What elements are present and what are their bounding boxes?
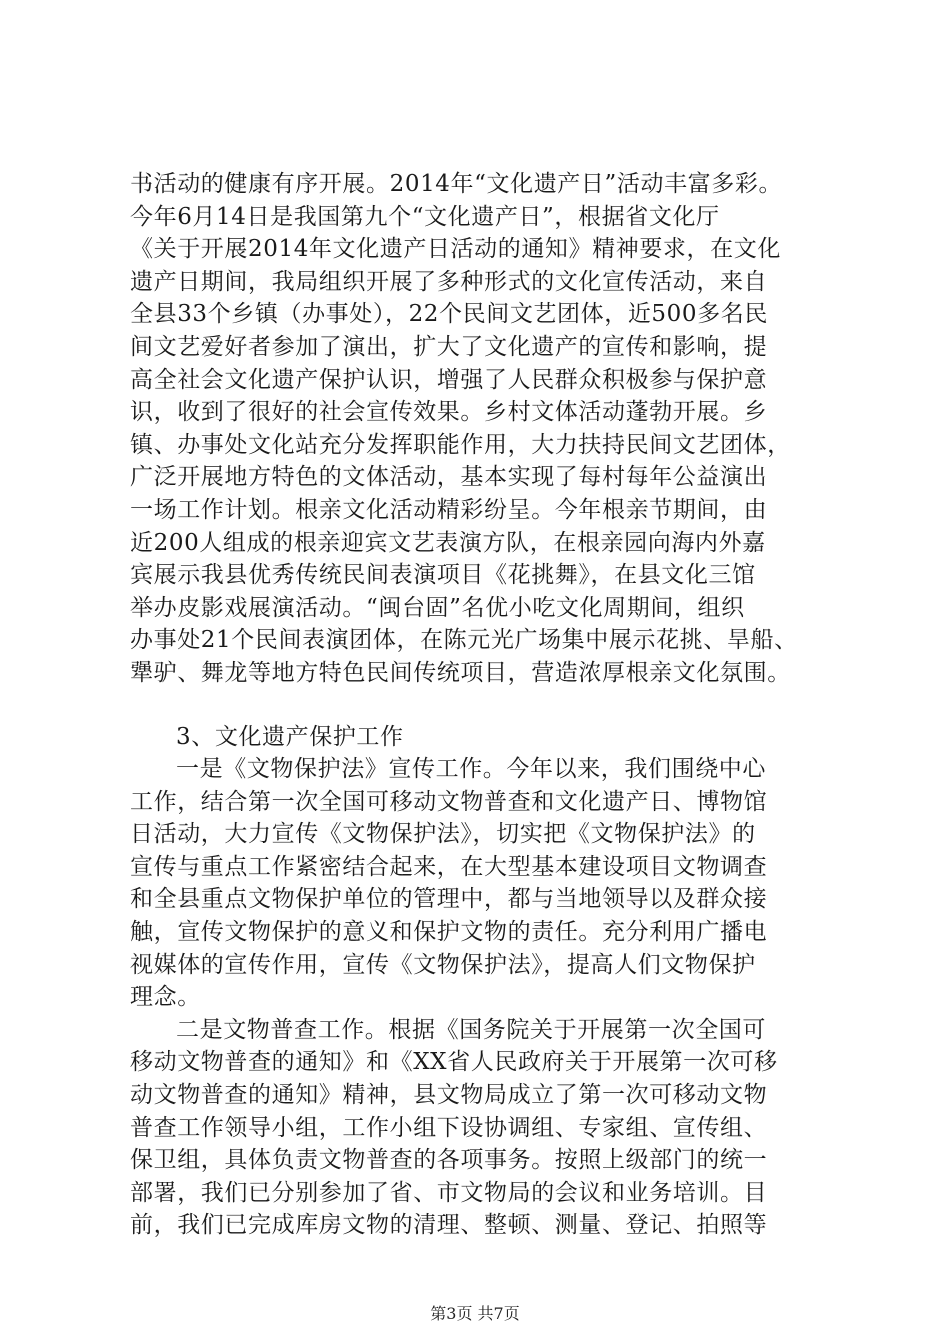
text-line: 间文艺爱好者参加了演出，扩大了文化遗产的宣传和影响，提 — [130, 333, 768, 360]
text-line: 普查工作领导小组，工作小组下设协调组、专家组、宣传组、 — [130, 1114, 768, 1141]
text-line: 部署，我们已分别参加了省、市文物局的会议和业务培训。目 — [130, 1179, 768, 1206]
document-body — [130, 168, 840, 1242]
text-line: 近200人组成的根亲迎宾文艺表演方队，在根亲园向海内外嘉 — [130, 529, 766, 556]
section-heading: 3、文化遗产保护工作 — [176, 723, 404, 750]
text-line: 宾展示我县优秀传统民间表演项目《花挑舞》，在县文化三馆 — [130, 562, 756, 589]
text-line: 遗产日期间，我局组织开展了多种形式的文化宣传活动，来自 — [130, 268, 768, 295]
text-line: 广泛开展地方特色的文体活动，基本实现了每村每年公益演出 — [130, 464, 768, 491]
text-line: 今年6月14日是我国第九个“文化遗产日”，根据省文化厅 — [130, 203, 720, 230]
text-line: 举办皮影戏展演活动。“闽台固”名优小吃文化周期间，组织 — [130, 594, 745, 621]
text-line: 全县33个乡镇（办事处），22个民间文艺团体，近500多名民 — [130, 301, 768, 328]
text-line: 二是文物普查工作。根据《国务院关于开展第一次全国可 — [176, 1016, 766, 1043]
text-line: 保卫组，具体负责文物普查的各项事务。按照上级部门的统一 — [130, 1147, 768, 1174]
paragraph-cultural-activities — [130, 168, 840, 690]
text-line: 办事处21个民间表演团体，在陈元光广场集中展示花挑、旱船、 — [130, 627, 798, 654]
paragraph-relic-survey — [130, 1014, 840, 1242]
paragraph-law-publicity — [130, 753, 840, 1014]
text-line: 视媒体的宣传作用，宣传《文物保护法》，提高人们文物保护 — [130, 951, 756, 978]
text-line: 理念。 — [130, 984, 201, 1011]
text-line: 工作，结合第一次全国可移动文物普查和文化遗产日、博物馆 — [130, 788, 768, 815]
text-line: 高全社会文化遗产保护认识，增强了人民群众积极参与保护意 — [130, 366, 768, 393]
text-line: 和全县重点文物保护单位的管理中，都与当地领导以及群众接 — [130, 886, 768, 913]
text-line: 镇、办事处文化站充分发挥职能作用，大力扶持民间文艺团体， — [130, 431, 791, 458]
text-line: 一场工作计划。根亲文化活动精彩纷呈。今年根亲节期间，由 — [130, 496, 768, 523]
text-line: 《关于开展2014年文化遗产日活动的通知》精神要求，在文化 — [130, 236, 781, 263]
text-line: 宣传与重点工作紧密结合起来，在大型基本建设项目文物调查 — [130, 853, 768, 880]
text-line: 触，宣传文物保护的意义和保护文物的责任。充分利用广播电 — [130, 919, 768, 946]
page-number-footer: 第3页 共7页 — [430, 1304, 520, 1323]
text-line: 前，我们已完成库房文物的清理、整顿、测量、登记、拍照等 — [130, 1212, 768, 1239]
text-line: 移动文物普查的通知》和《XX省人民政府关于开展第一次可移 — [130, 1049, 778, 1076]
text-line: 动文物普查的通知》精神，县文物局成立了第一次可移动文物 — [130, 1082, 768, 1109]
paragraph-spacer — [130, 690, 840, 721]
text-line: 书活动的健康有序开展。2014年“文化遗产日”活动丰富多彩。 — [130, 171, 783, 197]
text-line: 犟驴、舞龙等地方特色民间传统项目，营造浓厚根亲文化氛围。 — [130, 659, 791, 686]
text-line: 日活动，大力宣传《文物保护法》，切实把《文物保护法》的 — [130, 821, 756, 848]
text-line: 识，收到了很好的社会宣传效果。乡村文体活动蓬勃开展。乡 — [130, 399, 768, 426]
text-line: 一是《文物保护法》宣传工作。今年以来，我们围绕中心 — [176, 756, 766, 783]
